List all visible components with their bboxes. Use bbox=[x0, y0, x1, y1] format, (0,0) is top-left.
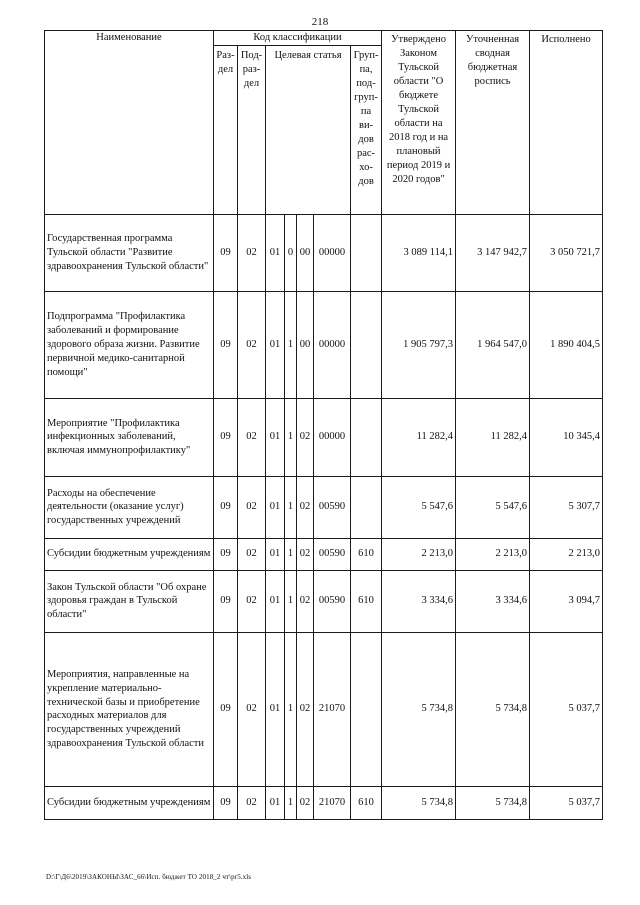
row-target-3: 02 bbox=[297, 538, 314, 570]
row-approved: 2 213,0 bbox=[382, 538, 456, 570]
row-target-4: 21070 bbox=[314, 632, 351, 786]
table-row bbox=[45, 291, 603, 398]
row-podrazdel: 02 bbox=[238, 632, 266, 786]
row-name: Субсидии бюджетным учреждениям bbox=[45, 538, 214, 570]
header-razdel: Раз-дел bbox=[214, 45, 238, 214]
row-razdel: 09 bbox=[214, 291, 238, 398]
row-target-3: 02 bbox=[297, 476, 314, 538]
budget-table bbox=[44, 30, 603, 820]
row-approved: 11 282,4 bbox=[382, 398, 456, 476]
row-name: Государственная программа Тульской области "Развитие здравоохранения Тульской области" bbox=[45, 214, 214, 291]
row-razdel: 09 bbox=[214, 570, 238, 632]
header-approved: Утверждено Законом Тульской области "О бюджете Тульской области на 2018 год и на плановый период 2019 и 2020 годов" bbox=[382, 31, 456, 215]
table-row bbox=[45, 538, 603, 570]
row-razdel: 09 bbox=[214, 632, 238, 786]
row-target-1: 01 bbox=[266, 398, 285, 476]
row-name: Мероприятия, направленные на укрепление материально-технической базы и приобретение расходных материалов для государственных учреждений здравоохранения Тульской области bbox=[45, 632, 214, 786]
row-expense-group bbox=[351, 214, 382, 291]
row-target-3: 02 bbox=[297, 570, 314, 632]
row-target-1: 01 bbox=[266, 570, 285, 632]
row-razdel: 09 bbox=[214, 538, 238, 570]
table-row bbox=[45, 476, 603, 538]
row-target-3: 00 bbox=[297, 291, 314, 398]
row-target-2: 1 bbox=[285, 538, 297, 570]
row-target-1: 01 bbox=[266, 786, 285, 819]
row-expense-group: 610 bbox=[351, 538, 382, 570]
row-podrazdel: 02 bbox=[238, 570, 266, 632]
footer-file-path: D:\Г\Д6\2019\ЗАКОНЫ\ЗАС_66\Исп. бюджет ТО 2018_2 чт\pr5.xls bbox=[46, 873, 252, 881]
row-executed: 10 345,4 bbox=[530, 398, 603, 476]
row-target-2: 1 bbox=[285, 476, 297, 538]
header-refined: Уточненная сводная бюджетная роспись bbox=[456, 31, 530, 215]
row-target-1: 01 bbox=[266, 538, 285, 570]
table-row bbox=[45, 214, 603, 291]
row-podrazdel: 02 bbox=[238, 538, 266, 570]
row-razdel: 09 bbox=[214, 214, 238, 291]
row-target-2: 1 bbox=[285, 632, 297, 786]
row-refined: 5 734,8 bbox=[456, 632, 530, 786]
header-target-article: Целевая статья bbox=[266, 45, 351, 214]
row-expense-group: 610 bbox=[351, 786, 382, 819]
table-row bbox=[45, 632, 603, 786]
header-podrazdel: Под-раз-дел bbox=[238, 45, 266, 214]
table-header bbox=[45, 31, 603, 215]
row-executed: 3 094,7 bbox=[530, 570, 603, 632]
row-name: Субсидии бюджетным учреждениям bbox=[45, 786, 214, 819]
row-target-4: 00000 bbox=[314, 398, 351, 476]
row-podrazdel: 02 bbox=[238, 214, 266, 291]
row-approved: 5 734,8 bbox=[382, 786, 456, 819]
row-target-3: 02 bbox=[297, 786, 314, 819]
row-executed: 1 890 404,5 bbox=[530, 291, 603, 398]
row-refined: 1 964 547,0 bbox=[456, 291, 530, 398]
row-refined: 11 282,4 bbox=[456, 398, 530, 476]
header-expense-group: Груп-па, под-груп-па ви-дов рас-хо-дов bbox=[351, 45, 382, 214]
row-expense-group: 610 bbox=[351, 570, 382, 632]
table-row bbox=[45, 786, 603, 819]
row-target-3: 02 bbox=[297, 632, 314, 786]
row-target-2: 1 bbox=[285, 291, 297, 398]
row-target-4: 21070 bbox=[314, 786, 351, 819]
row-target-1: 01 bbox=[266, 476, 285, 538]
row-name: Расходы на обеспечение деятельности (оказание услуг) государственных учреждений bbox=[45, 476, 214, 538]
table-body bbox=[45, 214, 603, 819]
row-target-4: 00590 bbox=[314, 476, 351, 538]
row-target-4: 00590 bbox=[314, 538, 351, 570]
row-podrazdel: 02 bbox=[238, 291, 266, 398]
row-target-4: 00000 bbox=[314, 214, 351, 291]
row-target-2: 1 bbox=[285, 786, 297, 819]
row-approved: 3 089 114,1 bbox=[382, 214, 456, 291]
row-executed: 5 307,7 bbox=[530, 476, 603, 538]
row-expense-group bbox=[351, 398, 382, 476]
row-podrazdel: 02 bbox=[238, 476, 266, 538]
row-target-4: 00000 bbox=[314, 291, 351, 398]
table-row bbox=[45, 570, 603, 632]
row-refined: 5 734,8 bbox=[456, 786, 530, 819]
row-expense-group bbox=[351, 632, 382, 786]
row-refined: 3 334,6 bbox=[456, 570, 530, 632]
row-name: Подпрограмма "Профилактика заболеваний и формирование здорового образа жизни. Развитие первичной медико-санитарной помощи" bbox=[45, 291, 214, 398]
row-executed: 5 037,7 bbox=[530, 786, 603, 819]
row-podrazdel: 02 bbox=[238, 786, 266, 819]
row-refined: 2 213,0 bbox=[456, 538, 530, 570]
row-name: Мероприятие "Профилактика инфекционных заболеваний, включая иммунопрофилактику" bbox=[45, 398, 214, 476]
page-number: 218 bbox=[311, 16, 329, 28]
row-approved: 1 905 797,3 bbox=[382, 291, 456, 398]
row-target-1: 01 bbox=[266, 632, 285, 786]
row-razdel: 09 bbox=[214, 398, 238, 476]
header-executed: Исполнено bbox=[530, 31, 603, 215]
row-name: Закон Тульской области "Об охране здоровья граждан в Тульской области" bbox=[45, 570, 214, 632]
table-row bbox=[45, 398, 603, 476]
row-target-1: 01 bbox=[266, 291, 285, 398]
row-target-2: 0 bbox=[285, 214, 297, 291]
row-executed: 5 037,7 bbox=[530, 632, 603, 786]
header-name: Наименование bbox=[45, 31, 214, 215]
row-target-3: 00 bbox=[297, 214, 314, 291]
row-approved: 5 547,6 bbox=[382, 476, 456, 538]
row-target-4: 00590 bbox=[314, 570, 351, 632]
row-podrazdel: 02 bbox=[238, 398, 266, 476]
row-razdel: 09 bbox=[214, 476, 238, 538]
row-target-2: 1 bbox=[285, 570, 297, 632]
row-target-2: 1 bbox=[285, 398, 297, 476]
row-razdel: 09 bbox=[214, 786, 238, 819]
row-executed: 3 050 721,7 bbox=[530, 214, 603, 291]
row-approved: 5 734,8 bbox=[382, 632, 456, 786]
row-target-1: 01 bbox=[266, 214, 285, 291]
row-expense-group bbox=[351, 291, 382, 398]
header-code-group: Код классификации bbox=[214, 31, 382, 46]
row-approved: 3 334,6 bbox=[382, 570, 456, 632]
row-expense-group bbox=[351, 476, 382, 538]
row-refined: 5 547,6 bbox=[456, 476, 530, 538]
row-executed: 2 213,0 bbox=[530, 538, 603, 570]
row-target-3: 02 bbox=[297, 398, 314, 476]
row-refined: 3 147 942,7 bbox=[456, 214, 530, 291]
